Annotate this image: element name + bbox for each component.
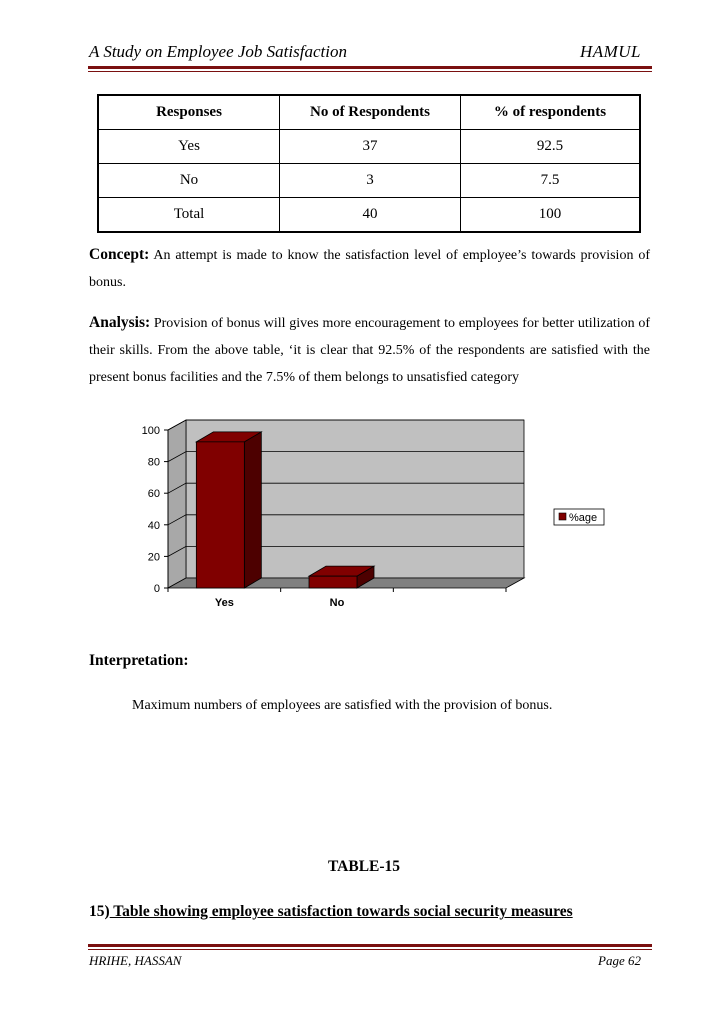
cell: No — [98, 164, 280, 198]
cell: Total — [98, 198, 280, 233]
concept-paragraph — [89, 241, 650, 296]
bar — [309, 576, 357, 588]
footer-rule — [88, 944, 652, 947]
header-no-respondents: No of Respondents — [280, 95, 461, 130]
header-right-text: HAMUL — [579, 42, 641, 61]
caption-text: Table showing employee satisfaction towards social security measures — [109, 903, 573, 920]
legend-label: %age — [569, 512, 598, 524]
bar — [196, 442, 244, 588]
table-row — [98, 130, 640, 164]
analysis-paragraph — [89, 309, 650, 391]
table-row — [98, 164, 640, 198]
header-title: A Study on Employee Job Satisfaction — [89, 42, 347, 61]
y-tick-label: 0 — [153, 583, 160, 595]
bar-side — [244, 432, 261, 588]
plot-side-wall — [168, 420, 186, 588]
header-responses: Responses — [98, 95, 280, 130]
footer-left-text: HRIHE, HASSAN — [89, 953, 182, 968]
bar-chart — [105, 418, 625, 618]
cell: 37 — [280, 130, 461, 164]
table-header-row — [98, 95, 640, 130]
next-table-caption — [89, 903, 573, 921]
caption-number: 15) — [89, 903, 110, 920]
cell: Yes — [98, 130, 280, 164]
y-tick-label: 80 — [147, 456, 160, 469]
next-table-title: TABLE-15 — [327, 858, 401, 875]
responses-table — [97, 94, 641, 233]
y-tick-label: 40 — [147, 519, 160, 532]
cell: 7.5 — [461, 164, 641, 198]
cell: 92.5 — [461, 130, 641, 164]
header-rule — [88, 66, 652, 69]
concept-text: An attempt is made to know the satisfaction level of employee’s towards provision of bonus. — [89, 248, 650, 290]
legend-swatch — [559, 513, 566, 520]
footer-rule-thin — [88, 949, 652, 950]
interpretation-title: Interpretation: — [89, 652, 189, 669]
x-tick-label: No — [329, 597, 345, 609]
y-tick-label: 100 — [141, 425, 160, 437]
y-tick-label: 20 — [147, 551, 160, 564]
table-row — [98, 198, 640, 233]
header-rule-thin — [88, 71, 652, 72]
analysis-label: Analysis: — [89, 314, 151, 331]
cell: 40 — [280, 198, 461, 233]
cell: 3 — [280, 164, 461, 198]
page-number: Page 62 — [598, 953, 641, 968]
cell: 100 — [461, 198, 641, 233]
y-tick-label: 60 — [147, 488, 160, 501]
interpretation-text: Maximum numbers of employees are satisfied with the provision of bonus. — [132, 698, 553, 713]
header-percent: % of respondents — [461, 95, 641, 130]
concept-label: Concept: — [89, 246, 150, 263]
x-tick-label: Yes — [214, 597, 234, 609]
analysis-text: Provision of bonus will gives more encouragement to employees for better utilization of their skills. From the above table, ‘it is clear that 92.5% of the respondents are satisfied with the present bonus facilities and the 7.5% of them belongs to unsatisfied category — [89, 316, 650, 385]
